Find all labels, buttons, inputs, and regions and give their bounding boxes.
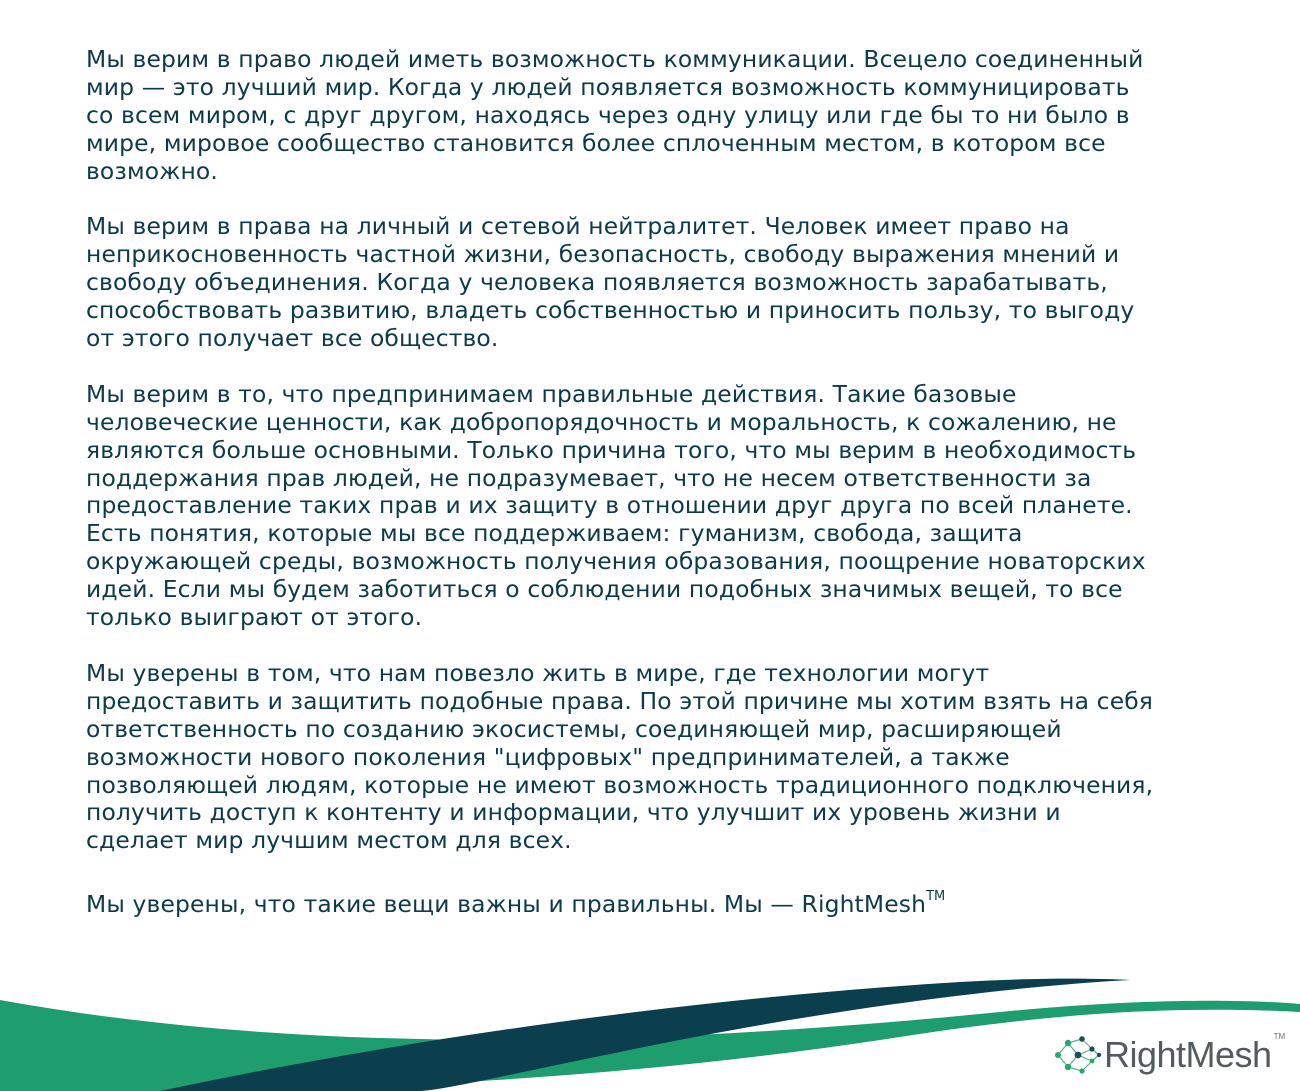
text-line: Мы верим в права на личный и сетевой нейтралитет. Человек имеет право на bbox=[86, 212, 1070, 241]
text-line: позволяющей людям, которые не имеют возможность традиционного подключения, bbox=[86, 770, 1154, 799]
text-line: Мы верим в то, что предпринимаем правильные действия. Такие базовые bbox=[86, 379, 1017, 408]
paragraph-4 bbox=[86, 660, 1236, 855]
text-line: сделает мир лучшим местом для всех. bbox=[86, 826, 572, 855]
text-line: возможно. bbox=[86, 156, 218, 185]
document-body bbox=[86, 46, 1236, 947]
closing-statement bbox=[86, 883, 1236, 919]
brand-name: RightMesh bbox=[1104, 1034, 1272, 1075]
text-line: мир — это лучший мир. Когда у людей появляется возможность коммуницировать bbox=[86, 72, 1130, 101]
rightmesh-logo bbox=[1052, 1024, 1288, 1086]
text-line: человеческие ценности, как добропорядочность и моральность, к сожалению, не bbox=[86, 407, 1117, 436]
paragraph-1 bbox=[86, 46, 1236, 186]
paragraph-2 bbox=[86, 213, 1236, 353]
text-line: окружающей среды, возможность получения образования, поощрение новаторских bbox=[86, 547, 1146, 576]
trademark-mark: TM bbox=[926, 889, 946, 905]
text-line: ответственность по созданию экосистемы, соединяющей мир, расширяющей bbox=[86, 714, 1062, 743]
text-line: Мы уверены в том, что нам повезло жить в мире, где технологии могут bbox=[86, 658, 990, 687]
text-line: Есть понятия, которые мы все поддерживаем: гуманизм, свобода, защита bbox=[86, 519, 1023, 548]
closing-text: Мы уверены, что такие вещи важны и правильны. Мы — RightMesh bbox=[86, 890, 927, 919]
text-line: являются больше основными. Только причина того, что мы верим в необходимость bbox=[86, 435, 1137, 464]
text-line: поддержания прав людей, не подразумевает, что не несем ответственности за bbox=[86, 463, 1092, 492]
brand-trademark: TM bbox=[1273, 1032, 1286, 1041]
text-line: мире, мировое сообщество становится более сплоченным местом, в котором все bbox=[86, 128, 1106, 157]
paragraph-3 bbox=[86, 381, 1236, 632]
text-line: неприкосновенность частной жизни, безопасность, свободу выражения мнений и bbox=[86, 240, 1120, 269]
text-line: свободу объединения. Когда у человека появляется возможность зарабатывать, bbox=[86, 268, 1108, 297]
text-line: способствовать развитию, владеть собственностью и приносить пользу, то выгоду bbox=[86, 296, 1135, 325]
text-line: предоставление таких прав и их защиту в отношении друг друга по всей планете. bbox=[86, 491, 1133, 520]
text-line: идей. Если мы будем заботиться о соблюдении подобных значимых вещей, то все bbox=[86, 575, 1123, 604]
text-line: Мы верим в право людей иметь возможность коммуникации. Всецело соединенный bbox=[86, 45, 1144, 73]
text-line: только выиграют от этого. bbox=[86, 603, 423, 632]
text-line: со всем миром, с друг другом, находясь через одну улицу или где бы то ни было в bbox=[86, 100, 1130, 129]
text-line: возможности нового поколения "цифровых" предпринимателей, а также bbox=[86, 742, 1010, 771]
text-line: получить доступ к контенту и информации, что улучшит их уровень жизни и bbox=[86, 798, 1061, 827]
mesh-network-icon bbox=[1052, 1031, 1104, 1079]
text-line: от этого получает все общество. bbox=[86, 324, 499, 353]
text-line: предоставить и защитить подобные права. По этой причине мы хотим взять на себя bbox=[86, 686, 1154, 715]
